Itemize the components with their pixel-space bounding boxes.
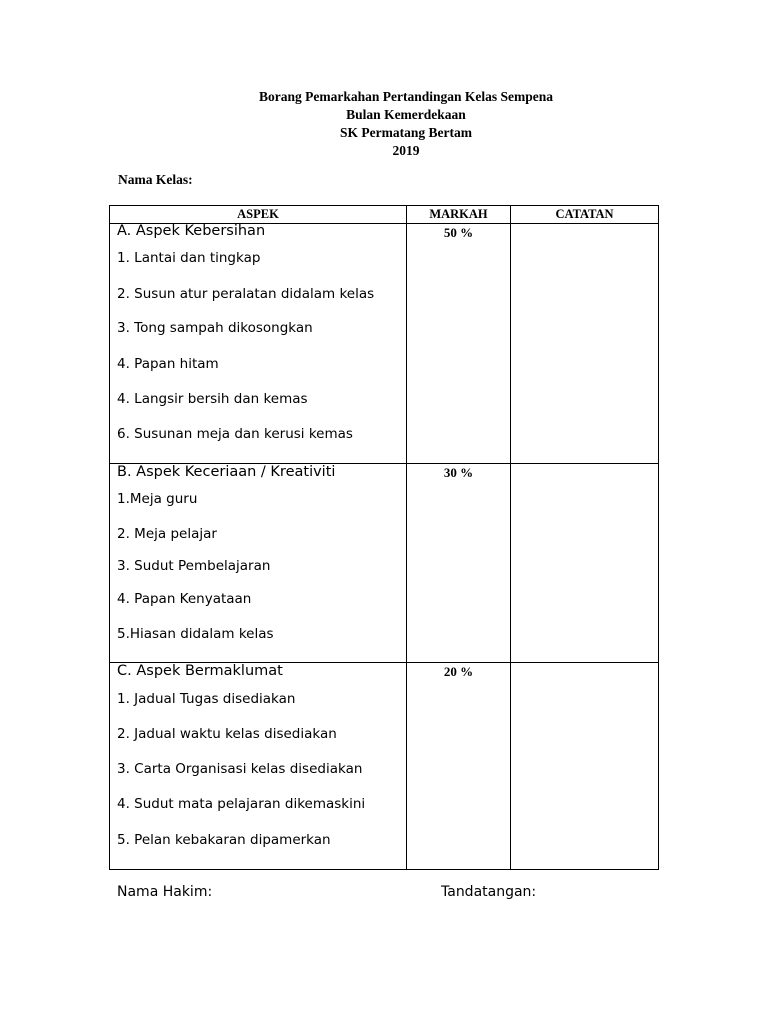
section-b-title: B. Aspek Keceriaan / Kreativiti xyxy=(117,464,336,480)
list-item: 2. Susun atur peralatan didalam kelas xyxy=(117,286,375,302)
section-b-markah: 30 % xyxy=(443,465,474,480)
list-item: 3. Tong sampah dikosongkan xyxy=(117,320,313,336)
section-c-title: C. Aspek Bermaklumat xyxy=(117,663,283,679)
title-line-1: Borang Pemarkahan Pertandingan Kelas Sempena xyxy=(258,89,553,104)
list-item: 4. Papan Kenyataan xyxy=(117,591,252,607)
list-item: 3. Carta Organisasi kelas disediakan xyxy=(117,761,363,777)
list-item: 6. Susunan meja dan kerusi kemas xyxy=(117,426,353,442)
column-divider xyxy=(510,206,511,869)
column-header-catatan: CATATAN xyxy=(555,207,614,221)
list-item: 4. Langsir bersih dan kemas xyxy=(117,391,308,407)
column-divider xyxy=(406,206,407,869)
title-line-2: Bulan Kemerdekaan xyxy=(346,107,466,122)
nama-hakim-label: Nama Hakim: xyxy=(117,884,213,900)
column-header-markah: MARKAH xyxy=(429,207,488,221)
list-item: 5. Pelan kebakaran dipamerkan xyxy=(117,832,331,848)
list-item: 4. Sudut mata pelajaran dikemaskini xyxy=(117,796,366,812)
nama-kelas-label: Nama Kelas: xyxy=(118,172,193,187)
tandatangan-label: Tandatangan: xyxy=(441,884,537,900)
list-item: 5.Hiasan didalam kelas xyxy=(117,626,274,642)
list-item: 1. Jadual Tugas disediakan xyxy=(117,691,296,707)
column-header-aspek: ASPEK xyxy=(237,207,279,221)
title-year: 2019 xyxy=(392,143,420,158)
marking-table xyxy=(109,205,659,870)
list-item: 4. Papan hitam xyxy=(117,356,219,372)
section-c-markah: 20 % xyxy=(443,664,474,679)
list-item: 1.Meja guru xyxy=(117,491,198,507)
list-item: 2. Jadual waktu kelas disediakan xyxy=(117,726,337,742)
section-a-markah: 50 % xyxy=(443,225,474,240)
title-line-3: SK Permatang Bertam xyxy=(340,125,472,140)
list-item: 3. Sudut Pembelajaran xyxy=(117,558,271,574)
list-item: 2. Meja pelajar xyxy=(117,526,217,542)
section-a-title: A. Aspek Kebersihan xyxy=(117,223,266,239)
form-title xyxy=(0,88,768,160)
list-item: 1. Lantai dan tingkap xyxy=(117,250,261,266)
